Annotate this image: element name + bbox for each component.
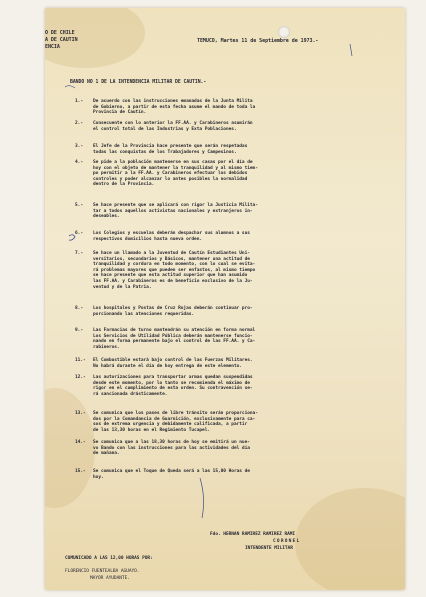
- item-text-line: hoy con el objeto de mantener la tranquilidad y al mismo tiem-: [93, 165, 258, 171]
- item-number: 15.-: [75, 469, 86, 474]
- stain: [45, 388, 95, 508]
- item-number: 6.-: [75, 231, 83, 236]
- item-text-line: desde este momento, por lo tanto se recomienda el máximo de: [93, 380, 250, 386]
- item-text-line: versitarios, secundarios y Básicos, mantener una actitud de: [93, 256, 250, 262]
- document-title: BANDO NO 1 DE LA INTENDENCIA MILITAR DE CAUTIN.-: [70, 80, 207, 85]
- item-text-line: porcionando las atenciones requeridas.: [93, 311, 195, 317]
- item-number: 8.-: [75, 306, 83, 311]
- item-text-line: Provincia de Cautín.: [93, 110, 147, 116]
- punch-hole: [278, 26, 290, 38]
- item-text-line: Se pide a la población mantenerse en sus casas por el día de: [93, 160, 253, 165]
- org-line-2: A DE CAUTIN: [45, 37, 78, 43]
- item-text-line: respectivos domicilios hasta nueva orden.: [93, 236, 203, 242]
- item-text-line: No habrá durante el día de hoy entrega de este elemento.: [93, 363, 242, 369]
- item-number: 14.-: [75, 440, 86, 445]
- item-text-line: De acuerdo con las instrucciones emanadas de la Junta Milita: [93, 99, 253, 104]
- item-number: 3.-: [75, 144, 83, 149]
- item-text-line: hoy.: [93, 474, 104, 480]
- item-number: 13.-: [75, 411, 86, 416]
- item-number: 2.-: [75, 121, 83, 126]
- document-date: TEMUCO, Martes 11 de Septiembre de 1973.-: [197, 38, 319, 44]
- item-text-line: dos por la Comandancia de Guarnición, exclusivamente para ca-: [93, 416, 256, 422]
- item-text-line: tranquilidad y cordura en todo momento, con lo cual se evita-: [93, 262, 256, 268]
- item-text-line: rigor en el cumplimiento de esta orden. Su contravención se-: [93, 386, 253, 392]
- signature-rank: CORONEL: [273, 539, 301, 544]
- communicated-role: MAYOR AYUDANTE.: [90, 576, 130, 581]
- item-text-line: ventud y de la Patria.: [93, 284, 152, 290]
- item-text-line: Los Colegios y escuelas deberán despachar sus alumnos a sus: [93, 231, 250, 236]
- item-number: 7.-: [75, 251, 83, 256]
- item-text-line: Se comunica que el Toque de Queda será a las 15,00 Horas de: [93, 469, 250, 474]
- item-text-line: vo Bando con las instrucciones para las actividades del día: [93, 445, 250, 451]
- item-text-line: Las autorizaciones para transportar armas quedan suspendidas: [93, 375, 253, 380]
- item-text-line: rabineros.: [93, 344, 120, 350]
- item-text-line: Se hace presente que se aplicará con rigor la Justicia Milita-: [93, 203, 258, 208]
- communicated-person: FLORENCIO FUENTEALBA AGUAYO.: [65, 569, 140, 574]
- item-text-line: de mañana.: [93, 451, 120, 457]
- item-text-line: Las Farmacias de turno mantendrán su atención en forma normal: [93, 328, 256, 333]
- item-text-line: Los Servicios de Utilidad Pública deberán mantenerse funcio-: [93, 333, 253, 339]
- item-text-line: Se comunica que a las 18,30 horas de hoy se emitirá un nue-: [93, 440, 250, 445]
- item-text-line: Los hospitales y Postas de Cruz Rojas deberán continuar pro-: [93, 306, 253, 311]
- item-text-line: rá problemas mayores que pueden ser enfastos, al mismo tiempo: [93, 267, 256, 273]
- item-text-line: tar a todos aquellos activistas nacionales y extranjeros in-: [93, 208, 253, 214]
- item-text-line: controles y poder alcanzar lo antes posibles la normalidad: [93, 176, 248, 182]
- item-number: 9.-: [75, 328, 83, 333]
- item-text-line: de las 13,30 horas en el Regimiento Tucapel.: [93, 427, 211, 433]
- item-text-line: El Combustible estará bajo control de las Fuerzas Militares.: [93, 358, 253, 363]
- item-text-line: El Jefe de la Provincia hace presente que serán respetadas: [93, 144, 248, 149]
- document-page: [45, 8, 405, 590]
- item-text-line: nando en forma permanente bajo el control de las FF.AA. y Ca-: [93, 339, 256, 345]
- item-text-line: de Gobierno, a partir de esta fecha asume el mando de toda la: [93, 104, 256, 110]
- item-text-line: dentro de la Provincia.: [93, 182, 155, 188]
- item-text-line: Consecuente con lo anterior la FF.AA. y Carabineros asumirán: [93, 121, 253, 126]
- item-text-line: el control total de las Industrias y Exta Poblaciones.: [93, 126, 237, 132]
- signature-name: Fdo. HERNAN RAMIREZ RAMIREZ RAMI: [210, 532, 296, 537]
- item-text-line: sos de extrema urgencia y debidamente calificada, a partir: [93, 422, 248, 428]
- org-line-3: ENCIA: [45, 44, 60, 50]
- item-text-line: Se comunica que los pases de libre tránsito serán proporciona-: [93, 411, 258, 416]
- item-text-line: las FF.AA. y Carabineros es de beneficio exclusivo de la Ju-: [93, 279, 253, 284]
- item-number: 12.-: [75, 375, 86, 380]
- stain: [295, 488, 405, 590]
- item-number: 1.-: [75, 99, 83, 104]
- signature-position: INTENDENTE MILITAR: [245, 546, 293, 551]
- item-text-line: rá sancionada drásticamente.: [93, 391, 168, 397]
- item-text-line: se hace presente que esta actitud superior que han asumido: [93, 273, 248, 279]
- item-text-line: todas las conquistas de los Trabajadores y Campesinos.: [93, 149, 237, 155]
- item-text-line: po permitir a la FF.AA. y Carabineros efectuar los debidos: [93, 171, 248, 177]
- communicated-line: COMUNICADO A LAS 12,00 HORAS POR:: [65, 556, 153, 561]
- item-text-line: deseables.: [93, 214, 120, 220]
- item-number: 11.-: [75, 358, 86, 363]
- item-text-line: Se hace un llamado a la Juventud de Cautín Estudiantes Uni-: [93, 251, 250, 256]
- item-number: 5.-: [75, 203, 83, 208]
- item-number: 4.-: [75, 160, 83, 165]
- org-line-1: O DE CHILE: [45, 30, 75, 36]
